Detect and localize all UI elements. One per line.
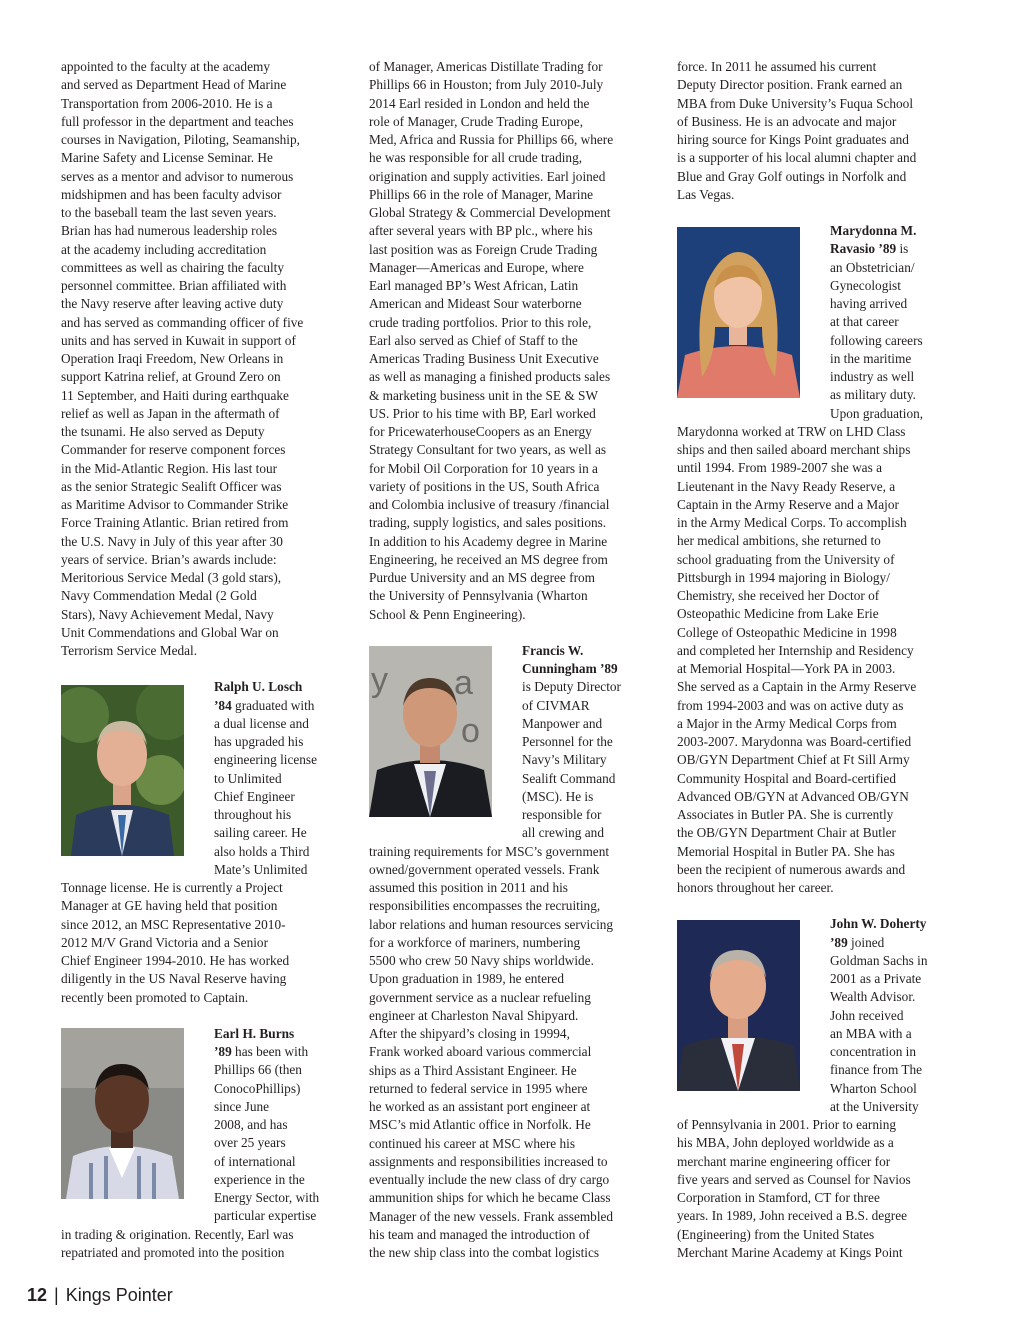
doherty-name: John W. Doherty ’89 <box>830 916 927 950</box>
ravasio-name: Marydonna M. Ravasio ’89 <box>830 223 917 257</box>
publication-name: Kings Pointer <box>65 1285 173 1305</box>
cunningham-bio: training requirements for MSC’s government owned/government operated vessels. Frank assumed this position in 2011 and his responsibilities encompasses the recruiting, labor relations and human resources servicing for a workforce of mariners, numbering 5500 who crew 50 Navy ships worldwide. Upon graduation in 1989, he entered government service as a nuclear refueling engineer at Charleston Naval Shipyard. After the shipyard’s closing in 19994, Frank worked aboard various commercial ships as a Third Assistant Engineer. He returned to federal service in 1995 where he worked as an assistant port engineer at MSC’s mid Atlantic office in Norfolk. He continued his career at MSC where his assignments and responsibilities increased to eventually include the new class of dry cargo ammunition ships for which he became Class Manager of the new vessels. Frank assembled his team and managed the introduction of the new ship class into the combat logistics <box>369 843 614 1260</box>
burns-name: Earl H. Burns ’89 <box>214 1025 295 1059</box>
svg-text:o: o <box>461 711 480 750</box>
page-number: 12 <box>27 1285 48 1305</box>
doherty-bio: of Pennsylvania in 2001. Prior to earning his MBA, John deployed worldwide as a merchant marine engineering officer for five years and served as Counsel for Navios Corporation in Stamford, CT for three years. In 1989, John received a B.S. degree (Engineering) from the United States Merchant Marine Academy at Kings Point <box>677 1117 911 1260</box>
profile-doherty <box>677 915 947 1262</box>
cunningham-photo <box>369 646 492 817</box>
cunningham-bio-side: is Deputy Director of CIVMAR Manpower and Personnel for the Navy’s Military Sealift Command (MSC). He is responsible for all crewing and <box>522 679 621 841</box>
column-3 <box>677 58 947 1262</box>
svg-text:y: y <box>371 660 388 699</box>
column-1 <box>61 58 331 1262</box>
burns-bio-side: has been with Phillips 66 (then ConocoPhillips) since June 2008, and has over 25 years of international experience in the Energy Sector, with particular expertise <box>214 1044 320 1224</box>
ravasio-photo <box>677 227 800 398</box>
profile-losch <box>61 678 331 1007</box>
profile-burns <box>61 1025 331 1262</box>
ravasio-bio-side: is an Obstetrician/ Gynecologist having arrived at that career following careers in the maritime industry as well as military duty. Upon graduation, <box>830 241 924 421</box>
burns-bio-continued: of Manager, Americas Distillate Trading for Phillips 66 in Houston; from July 2010-July 2014 Earl resided in London and held the role of Manager, Crude Trading Europe, Med, Africa and Russia for Phillips 66, where he was responsible for all crude trading, origination and supply activities. Earl joined Phillips 66 in the role of Manager, Marine Global Strategy & Commercial Development after several years with BP plc., where his last position was as Foreign Crude Trading Manager—Americas and Europe, where Earl managed BP’s West African, Latin American and Mideast Sour waterborne crude trading portfolios. Prior to this role, Earl also served as Chief of Staff to the Americas Trading Business Unit Executive as well as managing a finished products sales & marketing business unit in the SE & SW US. Prior to his time with BP, Earl worked for PricewaterhouseCoopers as an Energy Strategy Consultant for two years, as well as for Mobil Oil Corporation for 10 years in a variety of positions in the US, South Africa and Colombia inclusive of treasury /financial trading, supply logistics, and sales positions. In addition to his Academy degree in Marine Engineering, he received an MS degree from Purdue University and an MS degree from the University of Pennsylvania (Wharton School & Penn Engineering). <box>369 59 614 622</box>
svg-text:a: a <box>454 663 473 702</box>
profile-cunningham <box>369 642 639 1263</box>
doherty-bio-side: joined Goldman Sachs in 2001 as a Private Wealth Advisor. John received an MBA with a concentration in finance from The Wharton School at the University <box>830 934 928 1114</box>
losch-name: Ralph U. Losch ’84 <box>214 679 303 713</box>
column-2 <box>369 58 639 1262</box>
losch-bio: Tonnage license. He is currently a Project Manager at GE having held that position since 2012, an MSC Representative 2010- 2012 M/V Grand Victoria and a Senior Chief Engineer 1994-2010. He has worked diligently in the US Naval Reserve having recently been promoted to Captain. <box>61 880 290 1005</box>
losch-bio-side: graduated with a dual license and has upgraded his engineering license to Unlimited Chief Engineer throughout his sailing career. He also holds a Third Mate’s Unlimited <box>214 697 318 877</box>
cunningham-bio-continued: force. In 2011 he assumed his current Deputy Director position. Frank earned an MBA from Duke University’s Fuqua School of Business. He is an advocate and major hiring source for Kings Point graduates and is a supporter of his local alumni chapter and Blue and Gray Golf outings in Norfolk and Las Vegas. <box>677 59 917 202</box>
ravasio-bio: Marydonna worked at TRW on LHD Class ships and then sailed aboard merchant ships until 1994. From 1989-2007 she was a Lieutenant in the Navy Ready Reserve, a Captain in the Army Reserve and a Major in the Army Medical Corps. To accomplish her medical ambitions, she returned to school graduating from the University of Pittsburgh in 1994 majoring in Biology/ Chemistry, she received her Doctor of Osteopathic Medicine from Lake Erie College of Osteopathic Medicine in 1998 and completed her Internship and Residency at Memorial Hospital—York PA in 2003. She served as a Captain in the Army Reserve from 1994-2003 and was on active duty as a Major in the Army Medical Corps from 2003-2007. Marydonna was Board-certified OB/GYN Department Chief at Ft Sill Army Community Hospital and Board-certified Advanced OB/GYN at Advanced OB/GYN Associates in Butler PA. She is currently the OB/GYN Department Chair at Butler Memorial Hospital in Butler PA. She has been the recipient of numerous awards and honors throughout her career. <box>677 423 917 895</box>
footer-separator: | <box>54 1285 59 1305</box>
losch-photo <box>61 685 184 856</box>
brian-bio-continued: appointed to the faculty at the academy and served as Department Head of Marine Transportation from 2006-2010. He is a full professor in the department and teaches courses in Navigation, Piloting, Seamanship, Marine Safety and License Seminar. He serves as a mentor and advisor to numerous midshipmen and has been faculty advisor to the baseball team the last seven years. Brian has had numerous leadership roles at the academy including accreditation committees as well as chairing the faculty personnel committee. Brian affiliated with the Navy reserve after leaving active duty and has served as commanding officer of five units and has served in Kuwait in support of Operation Iraqi Freedom, New Orleans in support Katrina relief, at Ground Zero on 11 September, and Haiti during earthquake relief as well as Japan in the aftermath of the tsunami. He also served as Deputy Commander for reserve component forces in the Mid-Atlantic Region. His last tour as the senior Strategic Sealift Officer was as Maritime Advisor to Commander Strike Force Training Atlantic. Brian retired from the U.S. Navy in July of this year after 30 years of service. Brian’s awards include: Meritorious Service Medal (3 gold stars), Navy Commendation Medal (2 Gold Stars), Navy Achievement Medal, Navy Unit Commendations and Global War on Terrorism Service Medal. <box>61 59 304 658</box>
doherty-photo <box>677 920 800 1091</box>
burns-bio: in trading & origination. Recently, Earl was repatriated and promoted into the position <box>61 1226 294 1260</box>
page-footer <box>27 1285 173 1306</box>
cunningham-name: Francis W. Cunningham ’89 <box>522 642 618 676</box>
burns-photo <box>61 1028 184 1199</box>
profile-ravasio <box>677 222 947 897</box>
